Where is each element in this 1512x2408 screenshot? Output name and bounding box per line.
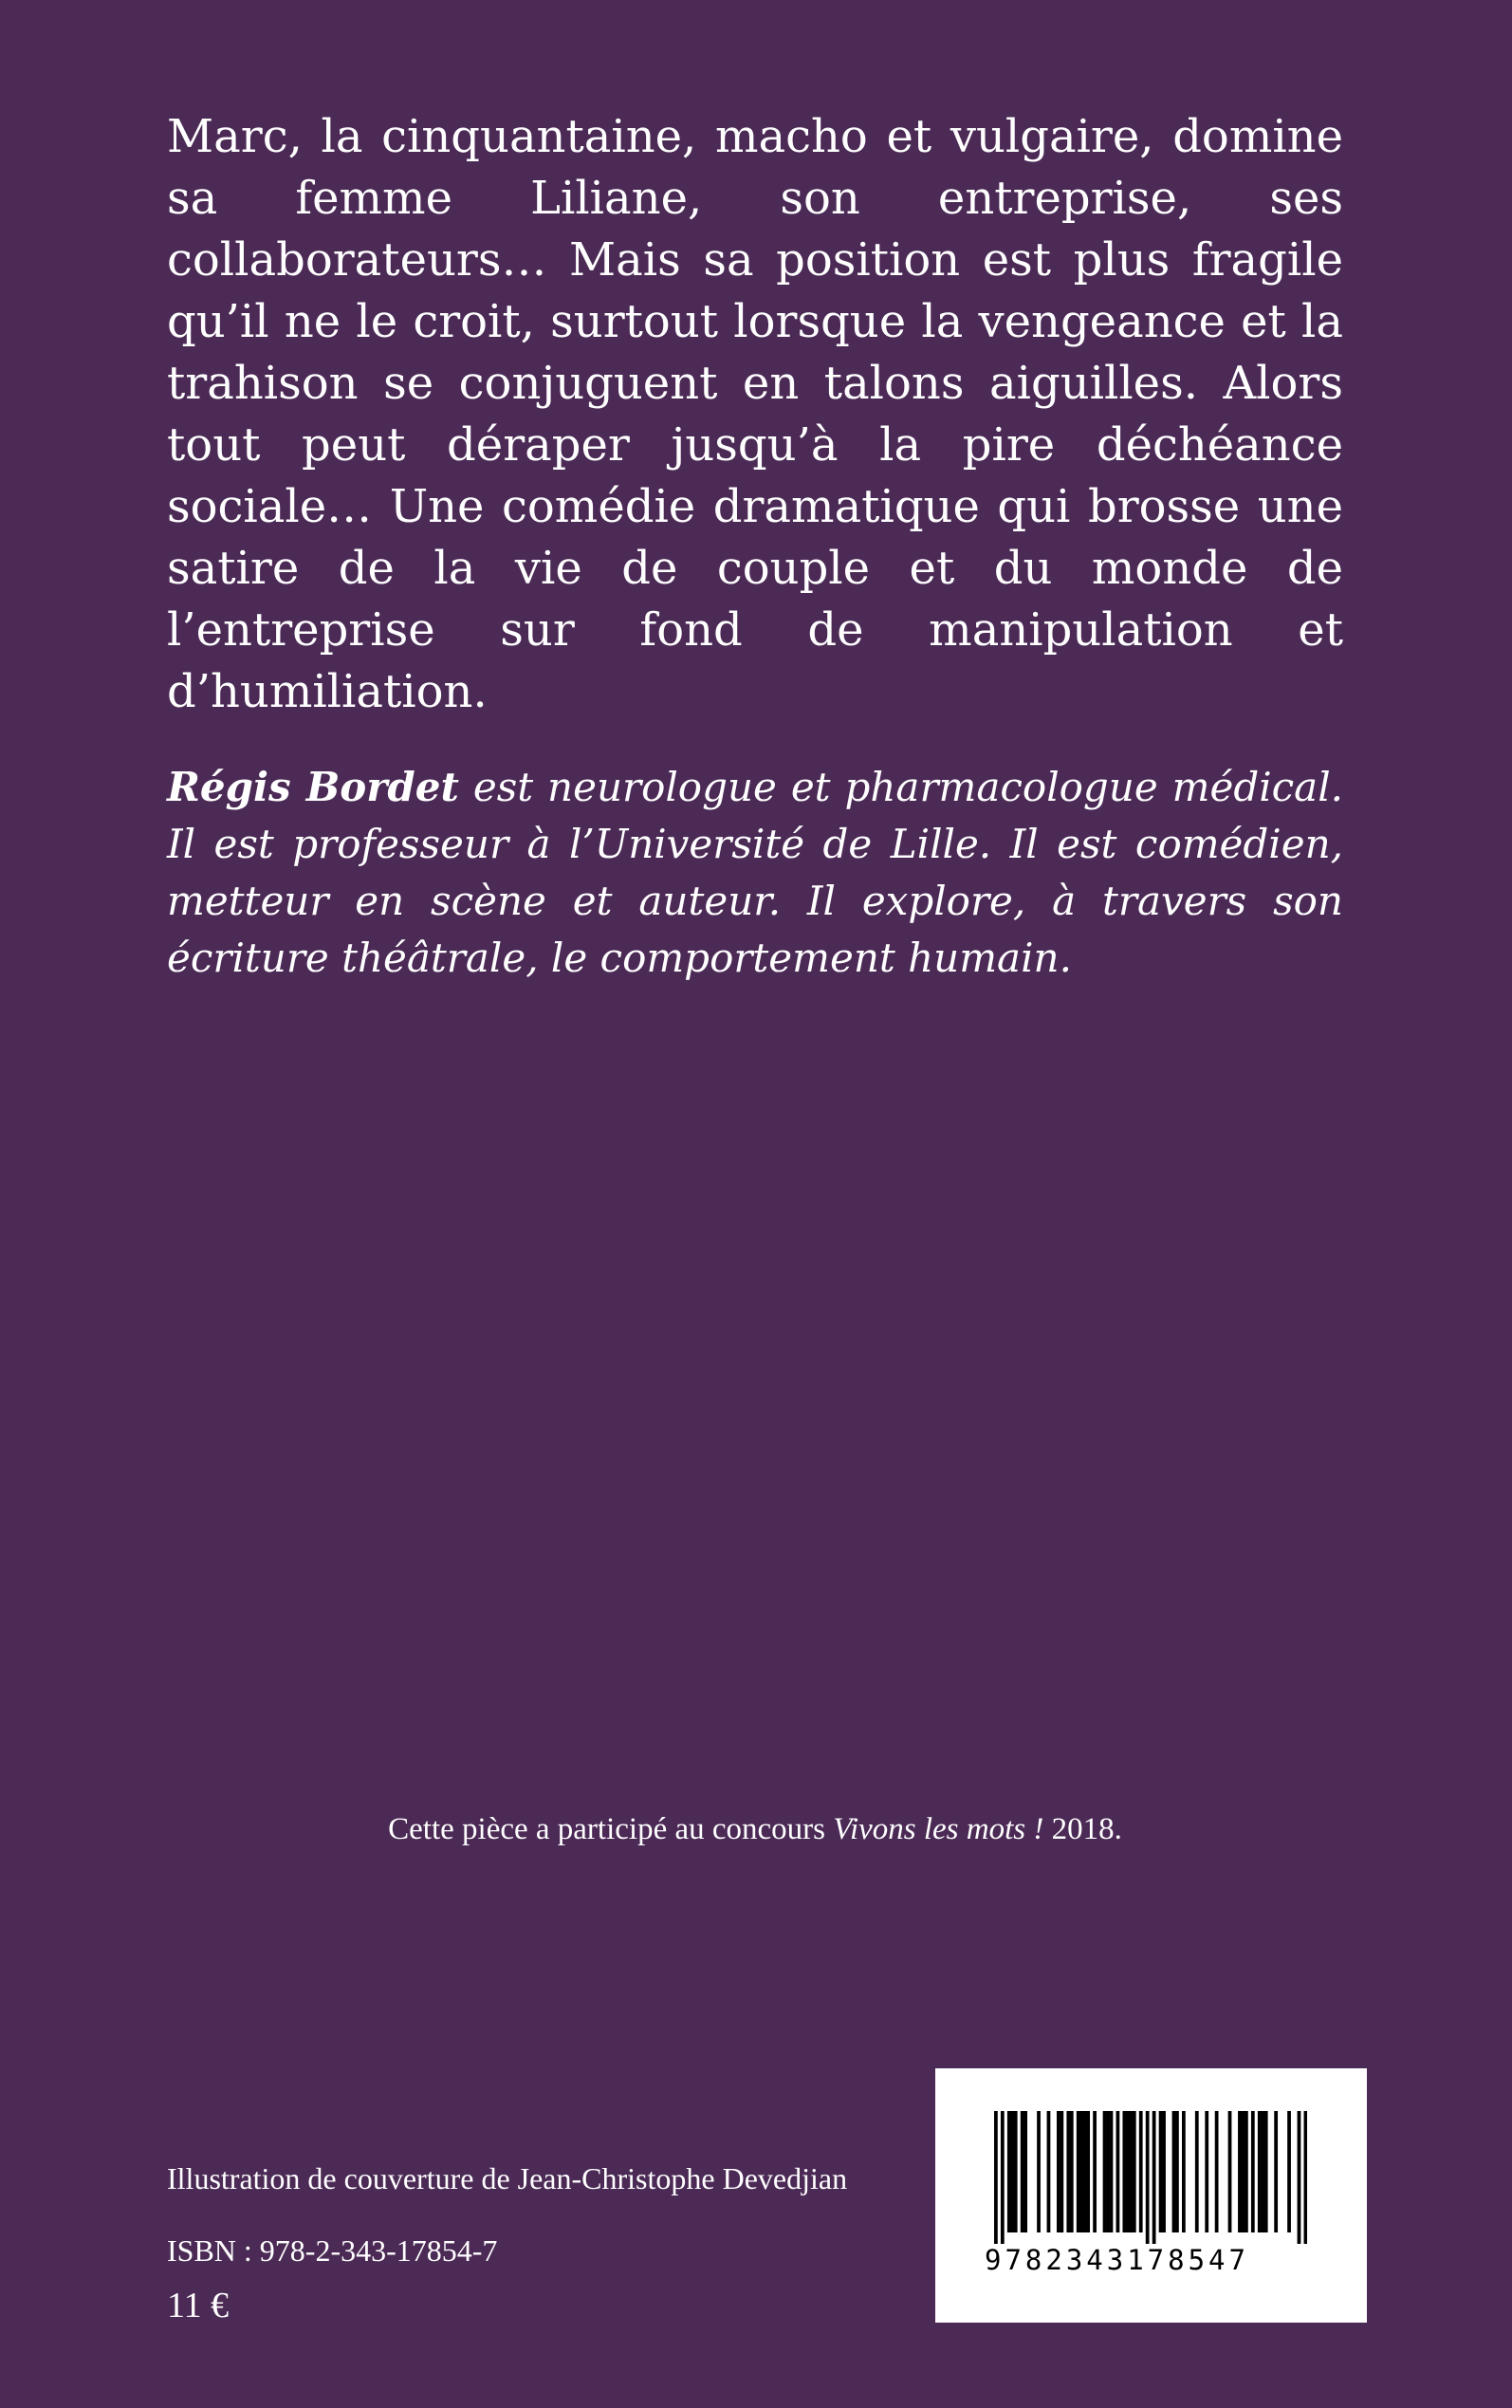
barcode-bar: [1261, 2111, 1264, 2232]
barcode-bar: [1110, 2111, 1114, 2232]
barcode-bar: [1152, 2111, 1156, 2244]
price-text: 11 €: [167, 2286, 230, 2325]
barcode-bar: [1060, 2111, 1063, 2232]
barcode-bar: [1077, 2111, 1080, 2232]
barcode-bar: [1133, 2111, 1136, 2232]
barcode-bar: [1287, 2111, 1291, 2232]
barcode-digits: 9782343178547: [985, 2244, 1249, 2276]
barcode-bar: [1215, 2111, 1219, 2232]
contest-note: [167, 1810, 1343, 1848]
barcode-bar: [1242, 2111, 1245, 2232]
barcode-bar: [1079, 2111, 1083, 2232]
barcode-bar: [1274, 2111, 1278, 2232]
barcode-bar: [1182, 2111, 1186, 2232]
isbn-text: ISBN : 978-2-343-17854-7: [167, 2233, 498, 2268]
barcode-bar: [1116, 2111, 1120, 2232]
barcode-bar: [1122, 2111, 1126, 2232]
barcode-bar: [1014, 2111, 1018, 2232]
barcode-bar: [1126, 2111, 1130, 2232]
author-name: Régis Bordet: [167, 764, 459, 810]
barcode-bar: [1010, 2111, 1014, 2232]
barcode-bar: [1103, 2111, 1107, 2232]
contest-suffix: 2018.: [1043, 1812, 1122, 1846]
barcode-bar: [1106, 2111, 1110, 2232]
contest-prefix: Cette pièce a participé au concours: [388, 1812, 834, 1846]
barcode-bar: [1159, 2111, 1163, 2232]
barcode-bar: [1228, 2111, 1232, 2232]
barcode-bar: [1001, 2111, 1005, 2244]
barcode-bar: [1037, 2111, 1041, 2232]
barcode-bar: [1086, 2111, 1090, 2232]
barcode-bar: [1195, 2111, 1199, 2232]
barcode-bar: [1083, 2111, 1087, 2232]
barcode-bar: [1304, 2111, 1307, 2244]
author-bio-text: est neurologue et pharmacologue médical. Il est professeur à l’Université de Lille. Il est comédien, metteur en scène et auteur. Il explore, à travers son écriture théâtrale, le comportement humain.: [167, 764, 1343, 981]
barcode-bar: [1057, 2111, 1060, 2232]
barcode-box: [935, 2068, 1367, 2323]
author-bio: [167, 759, 1343, 987]
barcode-bar: [1258, 2111, 1262, 2232]
barcode-bar: [1023, 2111, 1027, 2232]
barcode-bar: [1162, 2111, 1166, 2232]
barcode-bar: [1139, 2111, 1143, 2232]
illustration-credit: Illustration de couverture de Jean-Christophe Devedjian: [167, 2161, 848, 2195]
barcode-bar: [1146, 2111, 1150, 2244]
barcode-bar: [1245, 2111, 1248, 2232]
barcode-bar: [1264, 2111, 1268, 2232]
barcode-bar: [1047, 2111, 1051, 2232]
barcode-bar: [1298, 2111, 1301, 2244]
contest-name: Vivons les mots !: [833, 1812, 1044, 1846]
barcode-bar: [994, 2111, 998, 2244]
barcode-bar: [1007, 2111, 1011, 2232]
barcode-bar: [1129, 2111, 1133, 2232]
barcode-bar: [1172, 2111, 1176, 2232]
book-blurb: Marc, la cinquantaine, macho et vulgaire, domine sa femme Liliane, son entreprise, ses collaborateurs… Mais sa position est plus fragile qu’il ne le croit, surtout lorsque la vengeance et la trahison se conjuguent en talons aiguilles. Alors tout peut déraper jusqu’à la pire déchéance sociale… Une comédie dramatique qui brosse une satire de la vie de couple et du monde de l’entreprise sur fond de manipulation et d’humiliation.: [167, 110, 1343, 718]
barcode-bar: [1021, 2111, 1024, 2232]
barcode-bar: [1175, 2111, 1179, 2232]
barcode-bar: [1238, 2111, 1242, 2232]
barcode-bar: [1093, 2111, 1097, 2232]
barcode-bar: [1251, 2111, 1255, 2232]
barcode-bar: [1070, 2111, 1074, 2232]
barcode-icon: [994, 2111, 1307, 2244]
barcode-bar: [1066, 2111, 1070, 2232]
barcode-bar: [1205, 2111, 1208, 2232]
